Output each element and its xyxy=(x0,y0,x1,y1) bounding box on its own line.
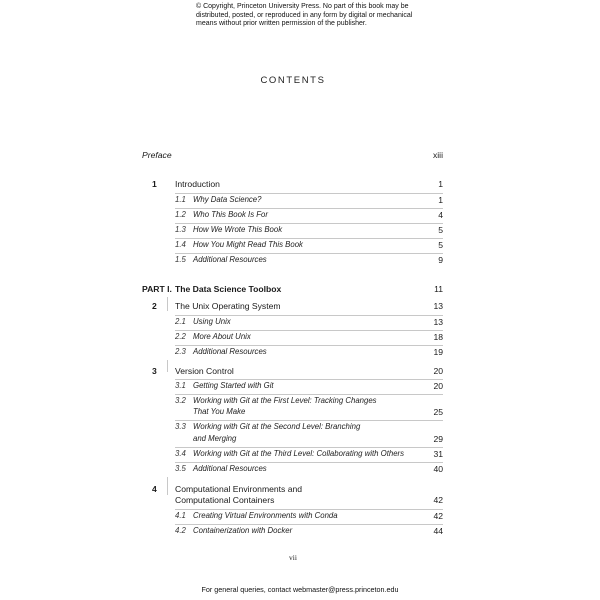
section-number: 3.1 xyxy=(175,381,186,390)
section-number: 1.5 xyxy=(175,255,186,264)
section-title: Working with Git at the Second Level: Branching xyxy=(193,422,361,431)
chapter-title: Version Control xyxy=(175,366,234,376)
toc-section-3-2-cont[interactable] xyxy=(142,407,443,421)
section-number: 1.1 xyxy=(175,195,186,204)
toc-section-2-2[interactable] xyxy=(142,332,443,346)
divider xyxy=(175,238,443,239)
divider xyxy=(175,193,443,194)
divider xyxy=(175,208,443,209)
section-title: Using Unix xyxy=(193,317,231,326)
section-title-continued: and Merging xyxy=(193,434,237,443)
section-page: 18 xyxy=(433,332,443,342)
toc-section-1-1[interactable] xyxy=(142,195,443,209)
divider xyxy=(175,447,443,448)
toc-part-1[interactable] xyxy=(142,284,443,298)
toc-section-1-3[interactable] xyxy=(142,225,443,239)
section-title: Creating Virtual Environments with Conda xyxy=(193,511,338,520)
toc-section-2-1[interactable] xyxy=(142,317,443,331)
section-page: 42 xyxy=(433,511,443,521)
section-number: 3.4 xyxy=(175,449,186,458)
part-title: The Data Science Toolbox xyxy=(175,284,282,294)
section-title: Working with Git at the Third Level: Collaborating with Others xyxy=(193,449,405,458)
divider xyxy=(175,509,443,510)
section-title: Why Data Science? xyxy=(193,195,262,204)
chapter-page: 42 xyxy=(433,495,443,505)
section-page: 1 xyxy=(438,195,443,205)
footer-contact: For general queries, contact webmaster@press.princeton.edu xyxy=(201,585,399,594)
chapter-title: Introduction xyxy=(175,179,220,189)
section-title-continued: That You Make xyxy=(193,407,246,416)
chapter-title: Computational Environments and xyxy=(175,484,303,494)
section-title: Who This Book Is For xyxy=(193,210,268,219)
divider xyxy=(175,379,443,380)
section-number: 3.3 xyxy=(175,422,186,431)
part-page: 11 xyxy=(434,284,443,294)
toc-chapter-4-cont[interactable] xyxy=(142,495,443,509)
divider xyxy=(175,315,443,316)
section-page: 9 xyxy=(438,255,443,265)
section-title: More About Unix xyxy=(193,332,251,341)
section-number: 4.1 xyxy=(175,511,186,520)
chapter-page: 20 xyxy=(433,366,443,376)
section-title: Getting Started with Git xyxy=(193,381,274,390)
section-page: 31 xyxy=(433,449,443,459)
section-title: Additional Resources xyxy=(193,464,267,473)
divider xyxy=(175,345,443,346)
preface-page: xiii xyxy=(432,150,443,160)
toc-section-4-1[interactable] xyxy=(142,511,443,525)
section-number: 1.3 xyxy=(175,225,186,234)
divider xyxy=(175,524,443,525)
chapter-title-continued: Computational Containers xyxy=(175,495,275,505)
section-title: How You Might Read This Book xyxy=(193,240,303,249)
divider xyxy=(175,394,443,395)
section-number: 3.2 xyxy=(175,396,186,405)
section-number: 2.1 xyxy=(175,317,186,326)
section-page: 19 xyxy=(433,347,443,357)
section-title: Containerization with Docker xyxy=(193,526,293,535)
divider xyxy=(175,253,443,254)
toc-section-3-1[interactable] xyxy=(142,381,443,395)
toc-chapter-1[interactable] xyxy=(142,179,443,193)
section-page: 5 xyxy=(438,225,443,235)
page-title: CONTENTS xyxy=(260,75,326,86)
section-page: 40 xyxy=(433,464,443,474)
section-page: 5 xyxy=(438,240,443,250)
section-number: 2.3 xyxy=(175,347,186,356)
chapter-page: 1 xyxy=(438,179,443,189)
toc-chapter-3[interactable] xyxy=(142,366,443,380)
toc-section-4-2[interactable] xyxy=(142,526,443,540)
toc-section-2-3[interactable] xyxy=(142,347,443,361)
chapter-number: 2 xyxy=(152,301,157,311)
part-label: PART I. xyxy=(142,284,172,294)
section-number: 1.2 xyxy=(175,210,186,219)
section-title: How We Wrote This Book xyxy=(193,225,283,234)
section-page: 44 xyxy=(433,526,443,536)
chapter-number: 1 xyxy=(152,179,157,189)
section-number: 1.4 xyxy=(175,240,186,249)
toc-section-1-2[interactable] xyxy=(142,210,443,224)
chapter-number: 4 xyxy=(152,484,157,494)
toc-section-3-3-cont[interactable] xyxy=(142,434,443,448)
toc-section-1-4[interactable] xyxy=(142,240,443,254)
section-title: Working with Git at the First Level: Tracking Changes xyxy=(193,396,377,405)
toc-chapter-2[interactable] xyxy=(142,301,443,315)
toc-section-1-5[interactable] xyxy=(142,255,443,269)
divider xyxy=(175,420,443,421)
section-page: 4 xyxy=(438,210,443,220)
chapter-page: 13 xyxy=(433,301,443,311)
page-number: vii xyxy=(289,553,297,562)
copyright-notice: © Copyright, Princeton University Press. No part of this book may be distributed, posted, or reproduced in any form by digital or mechanical means without prior written permission of the publisher. xyxy=(196,3,413,28)
divider xyxy=(175,223,443,224)
section-number: 2.2 xyxy=(175,332,186,341)
preface-label: Preface xyxy=(142,150,172,160)
section-page: 13 xyxy=(433,317,443,327)
section-page: 25 xyxy=(433,407,443,417)
chapter-number: 3 xyxy=(152,366,157,376)
chapter-title: The Unix Operating System xyxy=(175,301,281,311)
section-number: 4.2 xyxy=(175,526,186,535)
divider xyxy=(175,330,443,331)
section-title: Additional Resources xyxy=(193,255,267,264)
section-title: Additional Resources xyxy=(193,347,267,356)
section-number: 3.5 xyxy=(175,464,186,473)
toc-section-3-4[interactable] xyxy=(142,449,443,463)
section-page: 29 xyxy=(433,434,443,444)
toc-section-3-5[interactable] xyxy=(142,464,443,478)
section-page: 20 xyxy=(433,381,443,391)
divider xyxy=(175,462,443,463)
toc-preface[interactable] xyxy=(142,150,443,164)
